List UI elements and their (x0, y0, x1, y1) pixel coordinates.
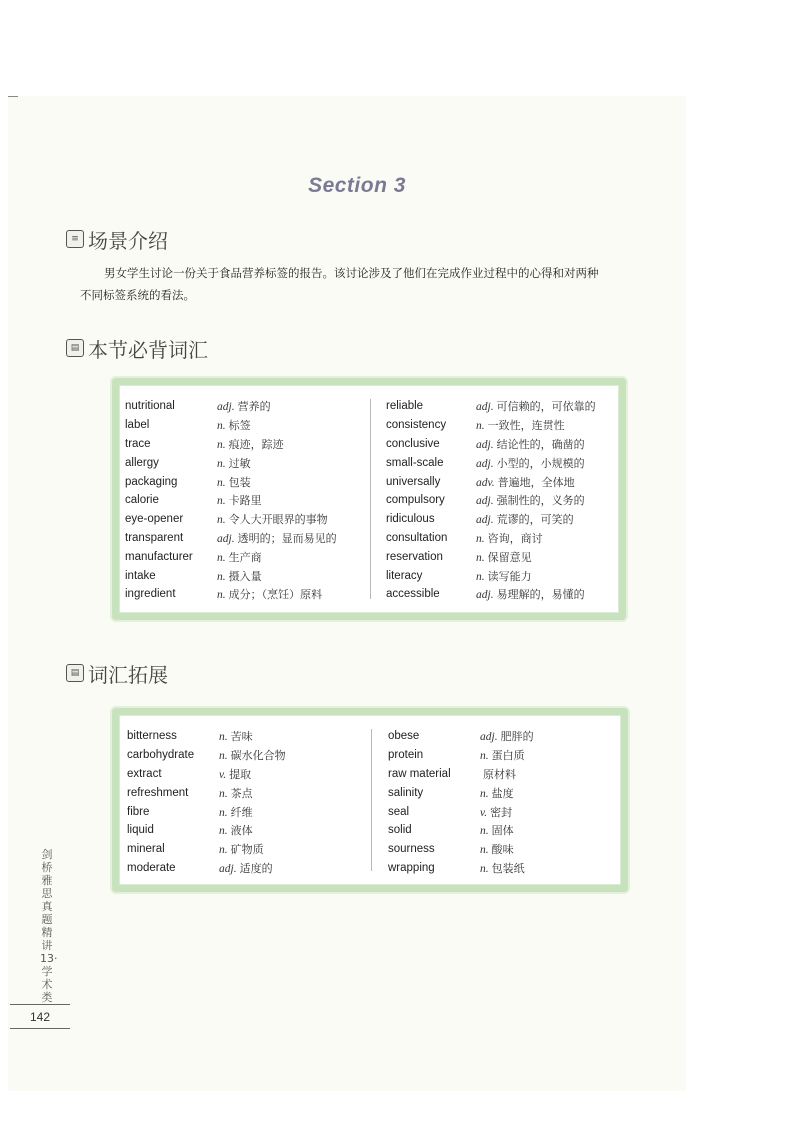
section-title: Section 3 (308, 174, 406, 197)
vocab-entry (125, 491, 337, 510)
vocab-meaning: 包装 (228, 475, 251, 489)
vocab-definition (480, 785, 514, 801)
vocab-word: allergy (125, 456, 159, 469)
vocab-definition (219, 766, 251, 782)
vocab-entry (388, 859, 534, 878)
core-vocab-heading-text: 本节必背词汇 (88, 337, 208, 362)
vocab-word: universally (386, 475, 441, 488)
scene-intro (80, 262, 640, 306)
vocab-definition (480, 822, 514, 838)
part-of-speech: n. (219, 787, 228, 800)
vocab-meaning: 茶点 (230, 786, 253, 800)
part-of-speech: n. (480, 750, 489, 763)
part-of-speech: v. (480, 806, 488, 819)
vocab-word: moderate (127, 861, 176, 874)
vocab-meaning: 普遍地，全体地 (497, 475, 575, 489)
margin-mark (8, 96, 18, 97)
vocab-meaning: 可信赖的，可依靠的 (496, 400, 596, 414)
part-of-speech: n. (217, 476, 226, 489)
vocab-entry (386, 472, 596, 491)
vocab-definition (480, 728, 534, 744)
vocab-word: liquid (127, 824, 154, 837)
vocab-word: accessible (386, 588, 440, 601)
notepad-icon: ≡ (66, 230, 84, 248)
vocab-meaning: 原材料 (483, 767, 516, 781)
vocab-entry (127, 783, 286, 802)
vocab-meaning: 一致性，连贯性 (487, 419, 565, 433)
part-of-speech: adj. (476, 589, 494, 602)
vocab-definition (480, 860, 525, 876)
vocab-meaning: 营养的 (237, 400, 271, 414)
vocab-entry (386, 547, 596, 566)
part-of-speech: n. (480, 844, 489, 857)
part-of-speech: n. (480, 787, 489, 800)
part-of-speech: n. (476, 532, 485, 545)
core-vocab-right-column (386, 397, 596, 604)
part-of-speech: n. (480, 862, 489, 875)
vocab-entry (125, 547, 337, 566)
vocab-word: trace (125, 437, 151, 450)
vocab-word: protein (388, 749, 424, 762)
vocab-entry (125, 566, 337, 585)
vocab-definition (476, 398, 596, 414)
vocab-entry (386, 453, 596, 472)
vocab-meaning: 保留意见 (487, 550, 532, 564)
vocab-entry (386, 435, 596, 454)
vocab-definition (476, 417, 565, 433)
part-of-speech: n. (217, 514, 226, 527)
vocab-meaning: 包装纸 (491, 861, 525, 875)
vocab-definition (217, 586, 322, 602)
vocab-entry (386, 397, 596, 416)
vocab-entry (127, 727, 286, 746)
vocab-meaning: 小型的，小规模的 (496, 456, 585, 470)
vocab-definition (476, 474, 575, 490)
vocab-meaning: 透明的；显而易见的 (237, 531, 337, 545)
vocab-word: manufacturer (125, 550, 193, 563)
part-of-speech: adj. (476, 514, 494, 527)
vocab-entry (127, 821, 286, 840)
extended-vocab-left-column (127, 727, 286, 877)
vocab-entry (125, 529, 337, 548)
vocab-entry (386, 529, 596, 548)
part-of-speech: n. (217, 438, 226, 451)
vocab-word: consultation (386, 531, 448, 544)
part-of-speech: n. (217, 570, 226, 583)
part-of-speech: n. (219, 731, 228, 744)
vocab-definition (476, 492, 585, 508)
vocab-entry (388, 783, 534, 802)
vocab-meaning: 矿物质 (230, 843, 264, 857)
part-of-speech: adj. (476, 401, 494, 414)
vocab-word: ingredient (125, 588, 176, 601)
vocab-definition (476, 549, 532, 565)
vocab-entry (388, 765, 534, 784)
vocab-meaning: 适度的 (239, 861, 273, 875)
vocab-entry (125, 472, 337, 491)
vocab-word: extract (127, 767, 162, 780)
vocab-entry (386, 491, 596, 510)
vocab-word: reservation (386, 550, 443, 563)
vocab-definition (217, 474, 251, 490)
vocab-word: small-scale (386, 456, 444, 469)
vocab-word: salinity (388, 786, 424, 799)
vocab-definition (480, 841, 514, 857)
vocab-word: consistency (386, 419, 447, 432)
extended-vocab-box (112, 708, 628, 892)
vocab-word: nutritional (125, 400, 175, 413)
part-of-speech: n. (217, 420, 226, 433)
extended-vocab-right-column (388, 727, 534, 877)
vocab-definition (217, 492, 262, 508)
vocab-definition (219, 841, 264, 857)
vocab-word: bitterness (127, 730, 177, 743)
vocab-meaning: 摄入量 (228, 569, 262, 583)
vocab-entry (386, 566, 596, 585)
vocab-word: solid (388, 824, 412, 837)
vocab-word: calorie (125, 494, 159, 507)
vocab-word: conclusive (386, 437, 440, 450)
vocab-entry (388, 840, 534, 859)
vocab-definition (476, 568, 532, 584)
vocab-meaning: 提取 (229, 767, 252, 781)
scene-heading-text: 场景介绍 (88, 228, 168, 253)
part-of-speech: n. (219, 806, 228, 819)
vocab-definition (217, 511, 328, 527)
vocab-definition (217, 436, 284, 452)
vocab-entry (125, 397, 337, 416)
vocab-entry (125, 453, 337, 472)
vocab-meaning: 咨询，商讨 (487, 531, 543, 545)
vocab-word: label (125, 419, 150, 432)
vocab-meaning: 苦味 (230, 730, 253, 744)
vocab-definition (480, 766, 516, 782)
intro-line-2: 不同标签系统的看法。 (80, 288, 195, 302)
part-of-speech: adj. (480, 731, 498, 744)
vocab-word: transparent (125, 531, 184, 544)
part-of-speech: n. (476, 420, 485, 433)
vocab-meaning: 结论性的，确凿的 (496, 437, 585, 451)
vocab-entry (127, 765, 286, 784)
core-vocab-left-column (125, 397, 337, 604)
vocab-definition (217, 398, 271, 414)
part-of-speech: n. (219, 750, 228, 763)
vocab-entry (127, 802, 286, 821)
vocab-entry (127, 859, 286, 878)
part-of-speech: adj. (217, 532, 235, 545)
vocab-word: obese (388, 730, 420, 743)
vocab-definition (219, 860, 273, 876)
vocab-meaning: 酸味 (491, 843, 514, 857)
vocab-word: packaging (125, 475, 178, 488)
vocab-meaning: 易理解的，易懂的 (496, 588, 585, 602)
vocab-meaning: 痕迹，踪迹 (228, 437, 284, 451)
vocab-word: refreshment (127, 786, 189, 799)
vocab-definition (476, 530, 543, 546)
vocab-word: sourness (388, 843, 435, 856)
part-of-speech: n. (476, 551, 485, 564)
vocab-meaning: 过敏 (228, 456, 251, 470)
vocab-definition (476, 586, 585, 602)
vocab-entry (386, 416, 596, 435)
vocab-word: raw material (388, 767, 451, 780)
part-of-speech: adj. (476, 457, 494, 470)
vocab-definition (219, 822, 253, 838)
vocab-entry (125, 510, 337, 529)
part-of-speech: v. (219, 768, 227, 781)
book-icon: ▤ (66, 339, 84, 357)
extended-vocab-heading (66, 660, 168, 686)
vocab-definition (219, 785, 253, 801)
vocab-meaning: 蛋白质 (491, 749, 525, 763)
vocab-definition (219, 804, 253, 820)
vocab-word: reliable (386, 400, 424, 413)
vocab-meaning: 液体 (230, 824, 253, 838)
vocab-definition (217, 417, 251, 433)
vocab-definition (217, 549, 262, 565)
part-of-speech: adj. (476, 438, 494, 451)
vocab-word: ridiculous (386, 513, 435, 526)
part-of-speech: adj. (217, 401, 235, 414)
vocab-meaning: 荒谬的，可笑的 (496, 513, 574, 527)
vocab-meaning: 碳水化合物 (230, 749, 286, 763)
vocab-meaning: 令人大开眼界的事物 (228, 513, 328, 527)
vocab-word: compulsory (386, 494, 445, 507)
vocab-entry (125, 435, 337, 454)
part-of-speech: n. (217, 589, 226, 602)
vocab-definition (480, 747, 525, 763)
vocab-definition (476, 436, 585, 452)
vocab-word: intake (125, 569, 156, 582)
vocab-word: carbohydrate (127, 749, 195, 762)
book-icon: ▤ (66, 664, 84, 682)
vocab-entry (127, 746, 286, 765)
part-of-speech: adj. (219, 862, 237, 875)
vocab-word: seal (388, 805, 410, 818)
vocab-entry (127, 840, 286, 859)
core-vocab-heading (66, 335, 208, 361)
vocab-entry (388, 821, 534, 840)
book-title-vertical: 剑桥雅思真题精讲13·学术类 (40, 848, 58, 1004)
part-of-speech: n. (476, 570, 485, 583)
part-of-speech: n. (480, 825, 489, 838)
extended-vocab-heading-text: 词汇拓展 (88, 662, 168, 687)
part-of-speech: n. (217, 457, 226, 470)
vocab-word: literacy (386, 569, 423, 582)
vocab-definition (219, 747, 286, 763)
vocab-entry (386, 585, 596, 604)
column-divider (370, 399, 371, 599)
vocab-meaning: 固体 (491, 824, 514, 838)
part-of-speech: adj. (476, 495, 494, 508)
core-vocab-box (112, 378, 626, 620)
page-number: 142 (30, 1010, 51, 1024)
vocab-meaning: 生产商 (228, 550, 262, 564)
vocab-word: wrapping (388, 861, 435, 874)
vocab-entry (388, 746, 534, 765)
part-of-speech: n. (219, 844, 228, 857)
vocab-meaning: 成分；（烹饪）原料 (228, 588, 323, 602)
vocab-meaning: 密封 (490, 805, 513, 819)
vocab-definition (476, 511, 574, 527)
vocab-word: eye-opener (125, 513, 184, 526)
part-of-speech: n. (219, 825, 228, 838)
column-divider (371, 729, 372, 871)
part-of-speech: n. (217, 495, 226, 508)
vocab-definition (217, 568, 262, 584)
page-number-rule-bottom (10, 1028, 70, 1029)
vocab-word: mineral (127, 843, 165, 856)
vocab-entry (125, 585, 337, 604)
vocab-meaning: 盐度 (491, 786, 514, 800)
vocab-definition (217, 530, 337, 546)
vocab-definition (480, 804, 512, 820)
page-number-rule-top (10, 1004, 70, 1005)
vocab-meaning: 纤维 (230, 805, 253, 819)
part-of-speech: n. (217, 551, 226, 564)
vocab-meaning: 读写能力 (487, 569, 532, 583)
vocab-entry (388, 802, 534, 821)
vocab-meaning: 肥胖的 (500, 730, 534, 744)
vocab-definition (217, 455, 251, 471)
vocab-meaning: 标签 (228, 419, 251, 433)
vocab-word: fibre (127, 805, 150, 818)
vocab-meaning: 卡路里 (228, 494, 262, 508)
intro-line-1: 男女学生讨论一份关于食品营养标签的报告。该讨论涉及了他们在完成作业过程中的心得和对两种 (104, 266, 599, 280)
part-of-speech: adv. (476, 476, 495, 489)
scene-heading (66, 226, 168, 252)
vocab-meaning: 强制性的，义务的 (496, 494, 585, 508)
vocab-entry (386, 510, 596, 529)
vocab-definition (219, 728, 253, 744)
vocab-definition (476, 455, 585, 471)
vocab-entry (388, 727, 534, 746)
vocab-entry (125, 416, 337, 435)
